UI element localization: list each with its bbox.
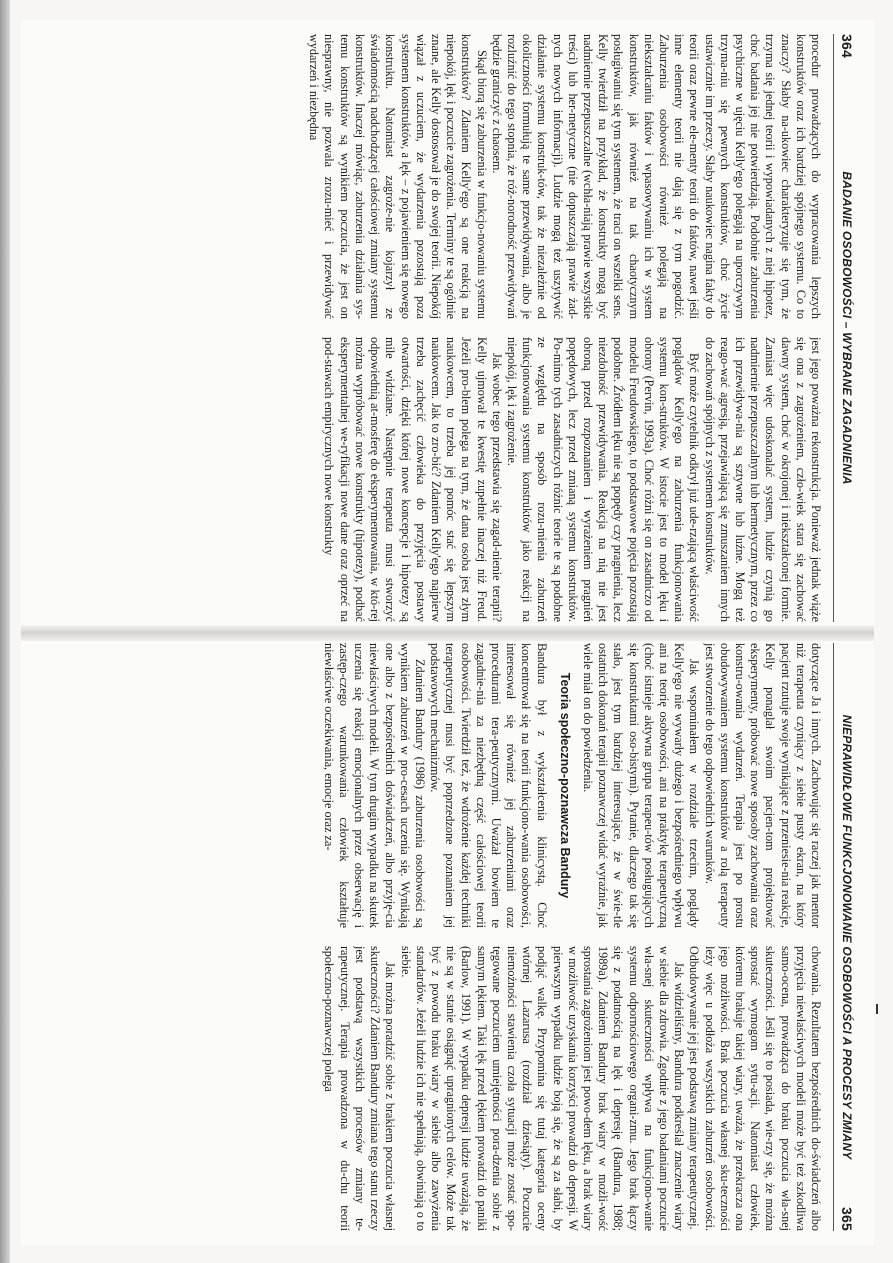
paragraph: Jak wspominałem w rozdziale trzecim, poglądy Kelly'ego nie wywarły dużego i bezpośredniego wpływu ani na teorię osobowości, ani na praktykę terapeutyczną (choć istnieje aktywna grupa terapeu-tów posługujących się konstruktami oso-bistymi). Pytanie, dlaczego tak się stało, jest tym bardziej interesujące, że w świe-tle ostatnich dokonań terapii poznawczej widać wyraźnie, jak wiele miał on do powiedzenia. (580, 642, 701, 928)
margin-mark (876, 1004, 878, 1014)
paragraph: procedur prowadzących do wypracowania lepszych konstruktów oraz ich bardziej spójnego systemu. Co to znaczy? Słaby na-ukowiec charakteryzuje się tym, że trzyma się jednej teorii i wypowiadanych z niej hipotez, choć badania jej nie potwierdzają. Podobnie zaburzenia psychiczne w ujęciu Kelly'ego polegają na uporczywym trzyma-niu się pewnych konstruktów, choć życie ustawicznie im przeczy. Słaby naukowiec nagina fakty do teorii oraz pewne ele-menty teorii do faktów, nawet jeśli inne elementy teorii nie dają się z tym pogodzić. Zaburzenia osobowości również polegają na niekształcaniu faktów i wpasowywaniu ich w system konstruktów, jak również na tak chaotycznym posługiwaniu się tym systemem, że traci on wszelki sens. Kelly twierdził na przykład, że konstrukty mogą być nadmiernie przepuszczalne (wchła-niają prawie wszystkie treści) lub her-metyczne (nie dopuszczają prawie żad-nych nowych informacji). Ludzie mogą też uszytywić działanie systemu konstruk-tów, tak że niezależnie od okoliczności formułują te same przewidywania, albo je rozluźnić do tego stopnia, że róż-norodność przewidywań będzie graniczyć z chaosem. (489, 33, 823, 319)
right-page (35, 643, 860, 1231)
left-page (35, 34, 860, 622)
paragraph: dotyczące Ja i innych. Zachowując się raczej jak mentor niż terapeuta czyniący z siebie pusty ekran, na który pacjent rzutuje swoje wynikające z przeniesie-nia reakcje, Kelly ponaglał swoim pacjen-tom projektować eksperymenty, próbować nowe sposoby zachowania oraz konstru-owania wydarzeń. Terapia jest po prostu obudowywaniem systemu konstruktów a rolą terapeuty jest stworzenie do tego odpowiednich warunków. (702, 642, 823, 928)
book-gutter (21, 624, 874, 640)
running-head: BADANIE OSOBOWOŚCI – WYBRANE ZAGADNIENIA (839, 170, 854, 485)
text-column (43, 337, 823, 622)
paragraph: Zdaniem Bandury (1986) zaburzenia osobowości są wynikiem zaburzeń w pro-cesach uczenia się. Wynikają one albo z bezpośrednich doświadczeń, albo przyję-cia niewłaściwych modeli. W tym drugim wypadku na skutek uczenia się reakcji emocjonalnych przez obserwację i zastęp-czego warunkowania człowiek kształtuje niewłaściwe oczekiwania, emocje oraz za- (321, 642, 427, 928)
right-page-columns (43, 643, 823, 1231)
page-number: 365 (838, 1206, 855, 1231)
paragraph: Być może czytelnik odkrył już ude-rzającą właściwość poglądów Kelly'ego na zaburzenia funkcjonowania systemu kon-struktów. W istocie jest to model lęku i obrony (Pervin, 1993a). Choć różni się on zasadniczo od modelu Freudowskiego, to podstawowe pojęcia pozostają podobne. Źródłem lęku nie są popędy czy pragnienia, lecz niezdolność przewidywania. Reakcja na nią nie jest obroną przed rozpoznaniem i wyrażeniem pragnień popędowych, lecz przed zmianą systemu konstruktów. Po-mimo tych zasadniczych różnic teorie te są podobne ze względu na sposób rozu-mienia zaburzeń funkcjonowania systemu konstruktów jako reakcji na niepokój, lęk i zagrożenie. (504, 336, 701, 622)
text-column (43, 946, 823, 1231)
page-number: 364 (838, 33, 855, 58)
paragraph: jest jego poważna rekonstrukcja. Ponieważ jednak wiąże się ona z zagrożeniem, czło-wiek stara się zachować dawny system, choć w okrojonej i niekształconej formie. Zamiast więc udoskonalać system, ludzie czynią go nadmiernie przepuszczalnym lub hermetycznym, przez co ich przewidywa-nia są sztywne lub luźne. Mogą też reago-wać agresją, przejawiającą się zmuszaniem innych do zachowań spójnych z systemem konstruktów. (702, 336, 823, 622)
paragraph: chowania. Rezultatem bezpośrednich do-świadczeń albo przyjęcia niewłaściwych modeli może być też szkodliwa samo-ocena, prowadząca do braku poczucia wła-snej skuteczności. Jeśli się to posiada, wie-rzy się, że można sprostać wymogom sytu-acji. Natomiast człowiek, któremu brakuje takiej wiary, uważa, że przekracza ona jego możliwości. Brak poczucia własnej sku-teczności leży więc u podłoża wszystkich zaburzeń osobowości. Odbudowywanie jej jest podstawą zmiany terapeutycznej. (686, 945, 823, 1231)
left-page-header (833, 34, 860, 622)
paragraph: Jak wobec tego przedstawia się zagad-nienie terapii? Kelly ujmował te kwestię zupełnie inaczej niż Freud. Jeżeli pro-blem polega na tym, że dana osoba jest złym naukowcem, to trzeba jej pomóc stać się lepszym naukowcem. Jak to zro-bić? Zdaniem Kelly'ego najpierw trzeba zachęcić człowieka do przyjęcia postawy otwartości, dzięki której nowe koncepcje i hipotezy są mile widziane. Następnie terapeuta musi stworzyć odpowiednią at-mosferę do eksperymentowania, w któ-rej można wypróbować nowe konstrukty (hipotezy), podbać eksperymentalnej we-ryfikacji nowe dane oraz oprzeć na pod-stawach empirycznych nowe konstrukty (322, 336, 504, 622)
paragraph: Jak widzieliśmy, Bandura podkreślał znaczenie wiary w siebie dla zdrowia. Zgodnie z jego badaniami poczucie wła-snej skuteczności wpływa na funkcjono-wanie systemu odpornościowego organi-zmu. Jego brak łączy się z podatnością na lęk i depresję (Bandura, 1988; 1989a). Zdaniem Bandury brak wiary w możli-wość sprostania zagrożeniom jest powo-dem lęku, a brak wiary w możliwość uzyskania korzyści prowadzi do depresji. W pierwszym wypadku ludzie boją się, że są za słabi, by podjąć walkę. Przypomina się tutaj kategoria oceny wtórnej Lazarusa (rozdział dziesiąty). Poczucie niemożności stawienia czoła sytuacji może zostać spo-tęgowane poczuciem umiejętności pora-dzenia sobie z samym lękiem. Taki lęk przed lękiem prowadzi do paniki (Barlow, 1991). W wypadku depresji ludzie uważają, że nie są w stanie osiągnąć upragnionych celów. Może tak być z powodu braku wiary w siebie albo zawyżenia standardów. Jeżeli ludzie ich nie spełniają, obwiniają o to siebie. (398, 945, 686, 1231)
scanner-edge (0, 0, 10, 1263)
book-spread (21, 20, 874, 1245)
section-heading: Teoria społeczno-poznawcza Bandury (557, 672, 572, 898)
paragraph: Bandura był z wykształcenia klinicystą. Choć koncentrował się na teorii funkcjono-wania osobowości, interesował się również jej zaburzeniami oraz procedurami tera-peutycznymi. Uważał bowiem te zagadnie-nia za niezbędną część całościowej teorii osobowości. Twierdził też, że wdrożenie każdej techniki terapeutycznej musi być poprzedzone poznaniem jej podstawowych mechanizmów. (427, 642, 549, 928)
paragraph: Jak można poradzić sobie z brakiem poczucia własnej skuteczności? Zdaniem Bandury zmiana tego stanu rzeczy jest podstawą wszystkich procesów zmiany te-rapeutycznej. Terapia prowadzona w du-chu teorii społeczno-poznawczej polega (322, 945, 397, 1231)
running-head: NIEPRAWIDŁOWE FUNKCJONOWANIE OSOBOWOŚCI A PROCESY ZMIANY (839, 714, 854, 1159)
text-column (43, 643, 823, 928)
text-column (43, 34, 823, 319)
right-page-header (833, 643, 860, 1231)
paragraph: Skąd biorą się zaburzenia w funkcjo-nowaniu systemu konstruktów? Zdaniem Kelly'ego są one reakcją na niepokój, lęk i poczucie zagrożenia. Terminy te są ogólnie znane, ale Kelly dostosował je do swojej teorii. Niepokój wiązał z uczuciem, że wydarzenia pozostają poza systemem konstruktów, a lęk – z pojawieniem się nowego konstruktu. Natomiast zagroże-nie kojarzył ze świadomością nadchodzącej całościowej zmiany systemu konstruktów. Inaczej mówiąc, zaburzenia działania sys-temu konstruktów są wynikiem poczucia, że jest on niesprawny, nie pozwala zrozu-mieć i przewidywać wydarzeń i niezbędna (306, 33, 489, 319)
left-page-columns (43, 34, 823, 622)
